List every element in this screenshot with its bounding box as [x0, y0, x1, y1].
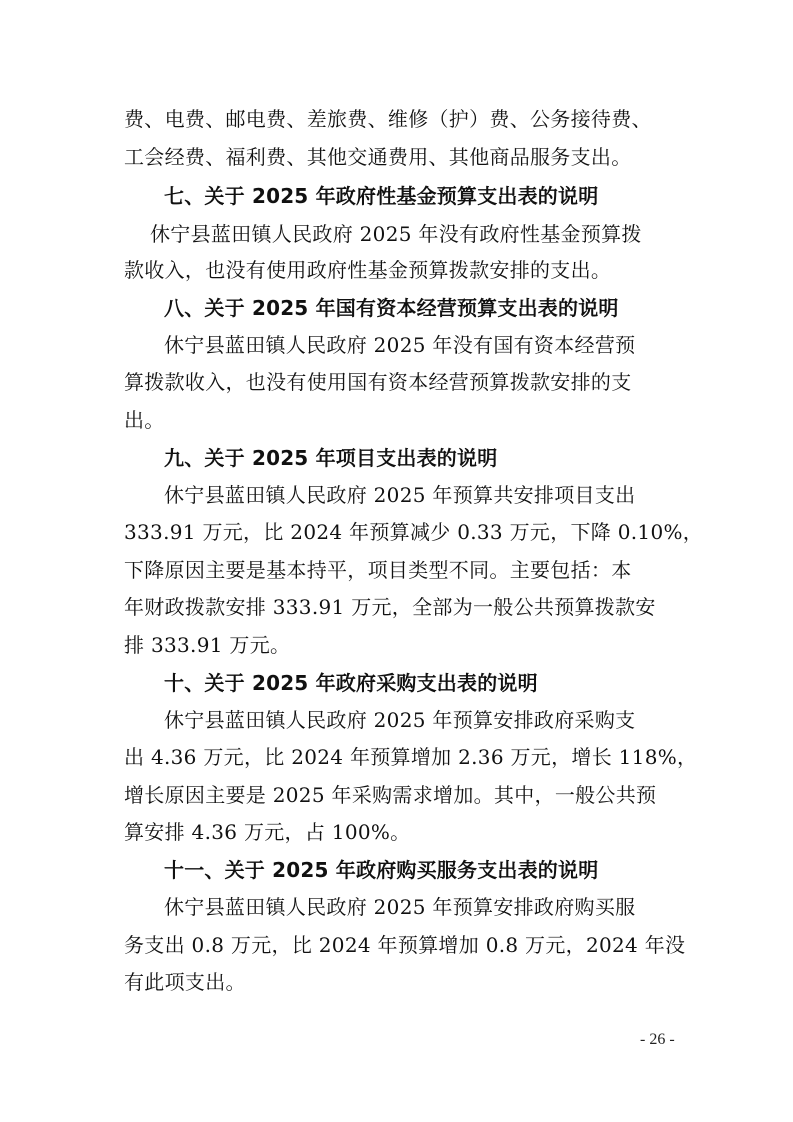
body-text-line: 款收入，也没有使用政府性基金预算拨款安排的支出。	[124, 258, 612, 282]
section-heading: 九、关于 2025 年项目支出表的说明	[164, 446, 498, 470]
body-text-line: 有此项支出。	[124, 970, 246, 994]
body-text-line: 休宁县蓝田镇人民政府 2025 年预算共安排项目支出	[164, 483, 636, 507]
body-text-line: 休宁县蓝田镇人民政府 2025 年没有国有资本经营预	[164, 333, 636, 357]
body-text-line: 休宁县蓝田镇人民政府 2025 年预算安排政府购买服	[164, 895, 636, 919]
body-text-line: 下降原因主要是基本持平，项目类型不同。主要包括：本	[124, 558, 632, 582]
body-text-line: 出。	[124, 408, 165, 432]
body-text-line: 休宁县蓝田镇人民政府 2025 年预算安排政府采购支	[164, 708, 636, 732]
section-heading: 十、关于 2025 年政府采购支出表的说明	[164, 671, 538, 695]
section-heading: 十一、关于 2025 年政府购买服务支出表的说明	[164, 858, 599, 882]
body-text-line: 增长原因主要是 2025 年采购需求增加。其中，一般公共预	[124, 783, 657, 807]
body-text-line: 务支出 0.8 万元，比 2024 年预算增加 0.8 万元，2024 年没	[124, 933, 686, 957]
section-heading: 七、关于 2025 年政府性基金预算支出表的说明	[164, 184, 599, 208]
body-text-line: 333.91 万元，比 2024 年预算减少 0.33 万元，下降 0.10%，	[124, 520, 704, 544]
body-text-line: 出 4.36 万元，比 2024 年预算增加 2.36 万元，增长 118%，	[124, 745, 698, 769]
section-heading: 八、关于 2025 年国有资本经营预算支出表的说明	[164, 296, 619, 320]
body-text-line: 算安排 4.36 万元，占 100%。	[124, 820, 411, 844]
body-text-line: 年财政拨款安排 333.91 万元，全部为一般公共预算拨款安	[124, 595, 656, 619]
body-text-line: 休宁县蓝田镇人民政府 2025 年没有政府性基金预算拨	[150, 222, 642, 246]
body-text-line: 排 333.91 万元。	[124, 633, 291, 657]
page-number: - 26 -	[640, 1031, 675, 1048]
body-text-line: 算拨款收入，也没有使用国有资本经营预算拨款安排的支	[124, 370, 632, 394]
body-text-line: 工会经费、福利费、其他交通费用、其他商品服务支出。	[124, 145, 632, 169]
body-text-line: 费、电费、邮电费、差旅费、维修（护）费、公务接待费、	[124, 107, 652, 131]
